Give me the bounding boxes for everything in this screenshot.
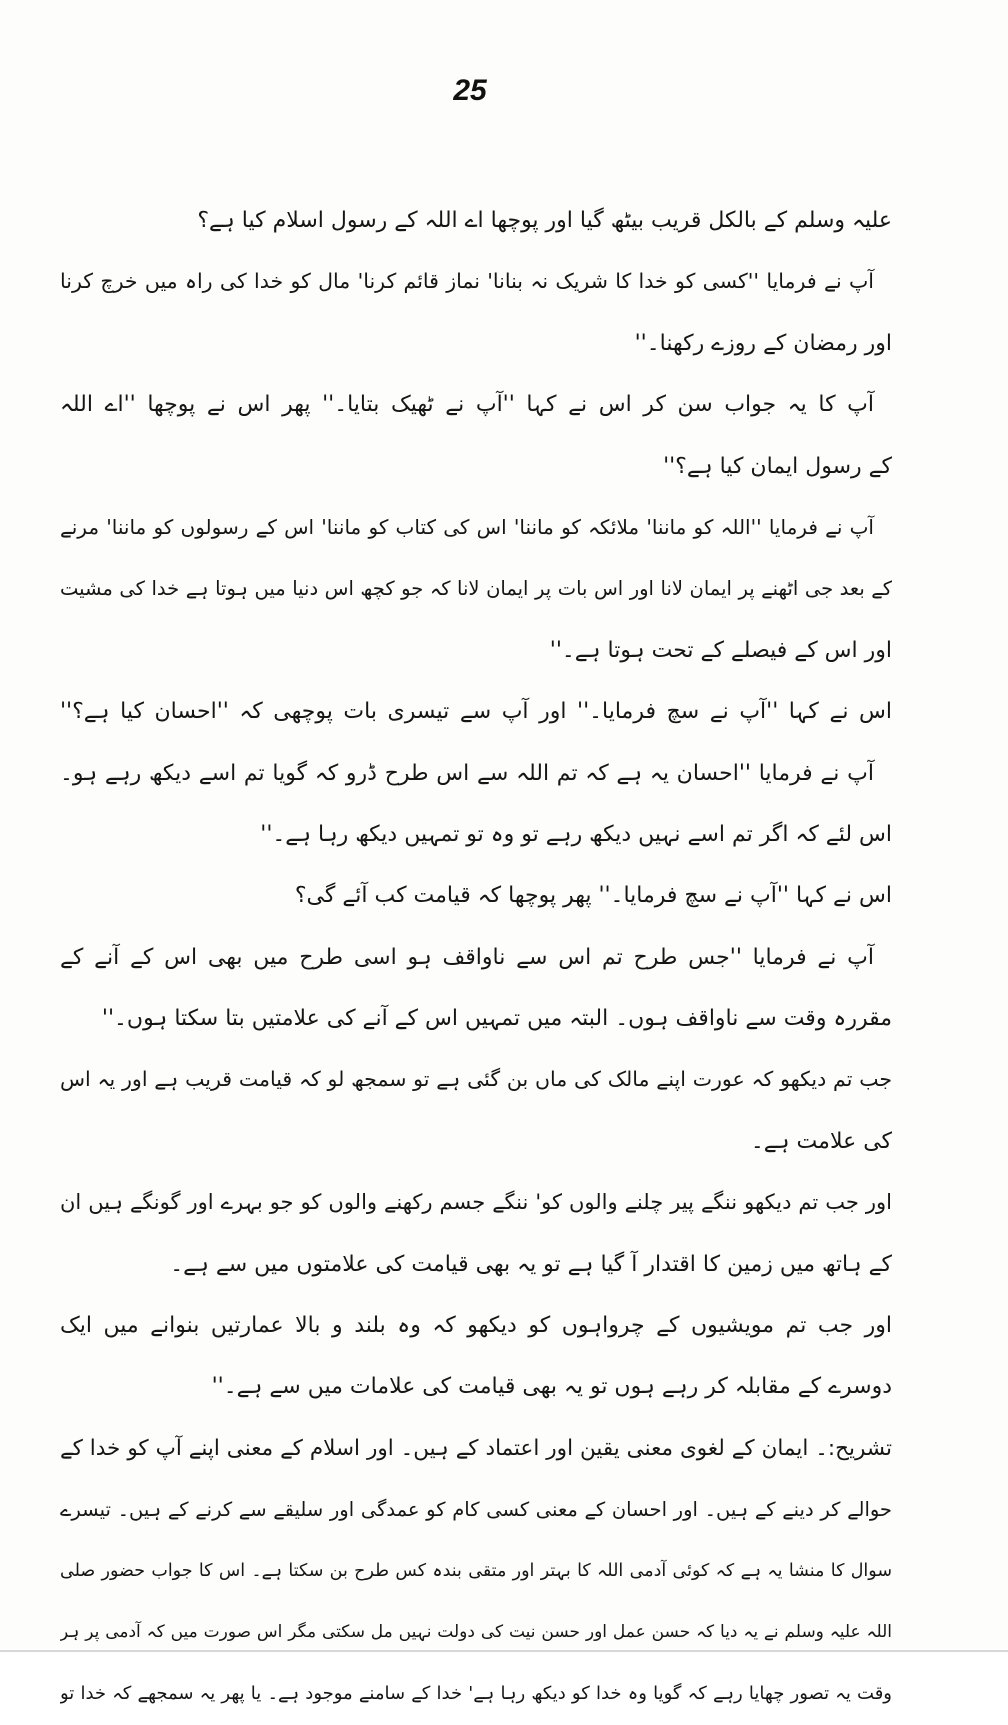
page-edge-line xyxy=(0,1650,1008,1652)
text-line: آپ نے فرمایا ''جس طرح تم اس سے ناواقف ہو اسی طرح میں بھی اس کے آنے کے xyxy=(60,944,874,970)
page-number: 25 xyxy=(453,74,487,107)
text-line: اس نے کہا ''آپ نے سچ فرمایا۔'' پھر پوچھا کہ قیامت کب آئے گی؟ xyxy=(294,883,892,909)
text-line: سوال کا منشا یہ ہے کہ کوئی آدمی اللہ کا بہتر اور متقی بندہ کس طرح بن سکتا ہے۔ اس کا جواب حضور صلی xyxy=(60,1560,892,1581)
text-line: کے رسول ایمان کیا ہے؟'' xyxy=(663,453,892,479)
text-line: وقت یہ تصور چھایا رہے کہ گویا وہ خدا کو دیکھ رہا ہے' خدا کے سامنے موجود ہے۔ یا پھر یہ سمجھے کہ خدا تو xyxy=(60,1683,892,1705)
text-line: اور جب تم مویشیوں کے چرواہوں کو دیکھو کہ وہ بلند و بالا عمارتیں بنوانے میں ایک xyxy=(60,1313,892,1339)
text-line: کی علامت ہے۔ xyxy=(750,1128,892,1154)
text-line: اس نے کہا ''آپ نے سچ فرمایا۔'' اور آپ سے تیسری بات پوچھی کہ ''احسان کیا ہے؟'' xyxy=(60,699,892,725)
text-line: تشریح:۔ ایمان کے لغوی معنی یقین اور اعتماد کے ہیں۔ اور اسلام کے معنی اپنے آپ کو خدا کے xyxy=(60,1435,892,1461)
text-line: اور اس کے فیصلے کے تحت ہوتا ہے۔'' xyxy=(549,637,892,663)
text-line: اور رمضان کے روزے رکھنا۔'' xyxy=(634,330,892,356)
text-line: آپ نے فرمایا ''احسان یہ ہے کہ تم اللہ سے اس طرح ڈرو کہ گویا تم اسے دیکھ رہے ہو۔ xyxy=(60,760,874,786)
text-line: آپ نے فرمایا ''اللہ کو ماننا' ملائکہ کو ماننا' اس کی کتاب کو ماننا' اس کے رسولوں کو ماننا' مرنے xyxy=(60,514,874,539)
text-line: آپ نے فرمایا ''کسی کو خدا کا شریک نہ بنانا' نماز قائم کرنا' مال کو خدا کی راہ میں خرچ کرنا xyxy=(60,269,874,294)
text-line: حوالے کر دینے کے ہیں۔ اور احسان کے معنی کسی کام کو عمدگی اور سلیقے سے کرنے کے ہیں۔ تیسرے xyxy=(60,1498,892,1522)
text-line: اس لئے کہ اگر تم اسے نہیں دیکھ رہے تو وہ تو تمہیں دیکھ رہا ہے۔'' xyxy=(260,821,892,847)
body-text xyxy=(60,190,892,1725)
text-line: دوسرے کے مقابلہ کر رہے ہوں تو یہ بھی قیامت کی علامات میں سے ہے۔'' xyxy=(211,1374,892,1400)
text-line: علیہ وسلم کے بالکل قریب بیٹھ گیا اور پوچھا اے اللہ کے رسول اسلام کیا ہے؟ xyxy=(197,208,892,233)
text-line: آپ کا یہ جواب سن کر اس نے کہا ''آپ نے ٹھیک بتایا۔'' پھر اس نے پوچھا ''اے اللہ xyxy=(60,392,874,418)
text-line: اللہ علیہ وسلم نے یہ دیا کہ حسن عمل اور حسن نیت کی دولت نہیں مل سکتی مگر اس صورت میں کہ آدمی پر ہر xyxy=(60,1621,892,1642)
text-line: کے ہاتھ میں زمین کا اقتدار آ گیا ہے تو یہ بھی قیامت کی علامتوں میں سے ہے۔ xyxy=(170,1251,892,1277)
text-line: اور جب تم دیکھو ننگے پیر چلنے والوں کو' ننگے جسم رکھنے والوں کو جو بہرے اور گونگے ہیں ان xyxy=(60,1190,892,1215)
text-line: جب تم دیکھو کہ عورت اپنے مالک کی ماں بن گئی ہے تو سمجھ لو کہ قیامت قریب ہے اور یہ اس xyxy=(60,1067,892,1092)
text-line: کے بعد جی اٹھنے پر ایمان لانا اور اس بات پر ایمان لانا کہ جو کچھ اس دنیا میں ہوتا ہے خدا کی مشیت xyxy=(60,577,892,601)
text-line: مقررہ وقت سے ناواقف ہوں۔ البتہ میں تمہیں اس کے آنے کی علامتیں بتا سکتا ہوں۔'' xyxy=(101,1006,892,1032)
